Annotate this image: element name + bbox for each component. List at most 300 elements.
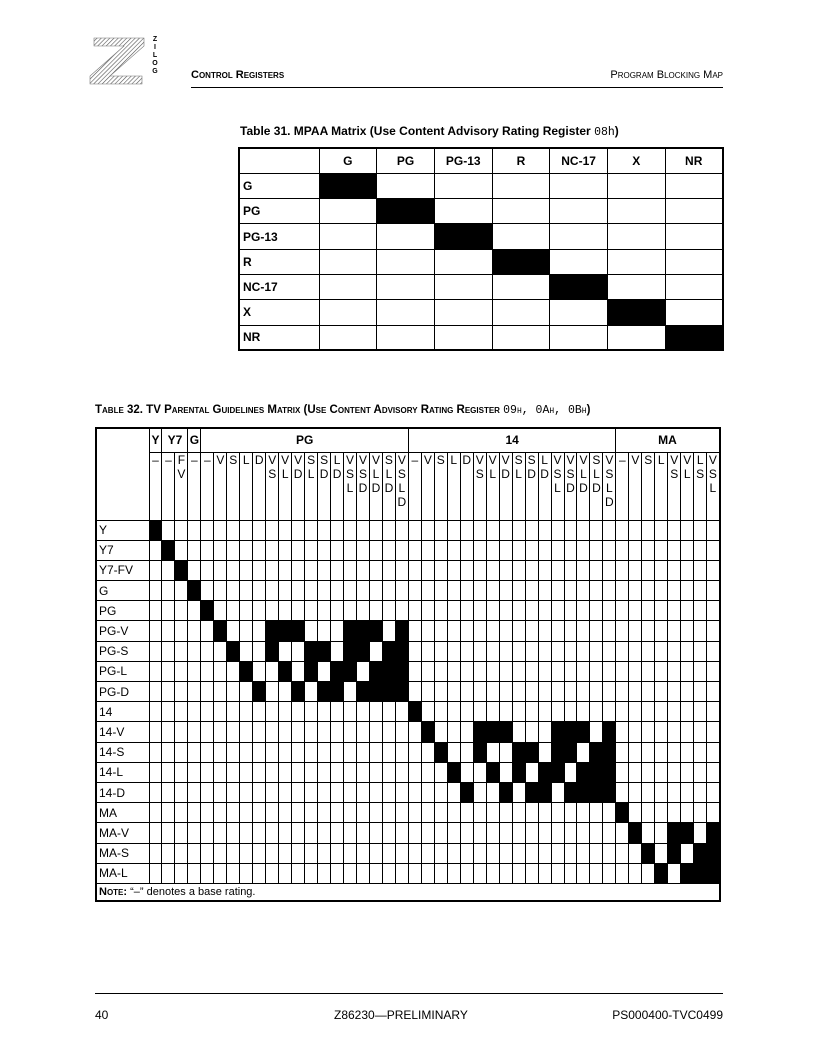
table32-group-header: G	[188, 428, 201, 452]
matrix-cell	[590, 843, 603, 863]
matrix-cell	[473, 702, 486, 722]
matrix-cell	[616, 722, 629, 742]
matrix-cell	[512, 823, 525, 843]
matrix-cell	[318, 782, 331, 802]
blocked-cell	[665, 325, 723, 350]
matrix-cell	[447, 540, 460, 560]
matrix-cell	[616, 581, 629, 601]
matrix-cell	[642, 782, 655, 802]
matrix-cell	[421, 540, 434, 560]
matrix-cell	[577, 661, 590, 681]
matrix-cell	[668, 560, 681, 580]
matrix-cell	[214, 702, 227, 722]
footer-rule	[95, 993, 723, 994]
blocked-cell	[369, 682, 382, 702]
matrix-cell	[175, 641, 188, 661]
matrix-cell	[681, 621, 694, 641]
matrix-cell	[434, 325, 492, 350]
matrix-cell	[369, 762, 382, 782]
matrix-cell	[214, 863, 227, 883]
matrix-cell	[149, 722, 162, 742]
table32-subheader: –	[149, 452, 162, 520]
matrix-cell	[377, 249, 435, 274]
matrix-cell	[486, 803, 499, 823]
matrix-cell	[408, 661, 421, 681]
matrix-cell	[318, 540, 331, 560]
blocked-cell	[344, 621, 357, 641]
matrix-cell	[473, 560, 486, 580]
blocked-cell	[331, 682, 344, 702]
matrix-cell	[369, 560, 382, 580]
matrix-cell	[460, 742, 473, 762]
table32-group-header: PG	[201, 428, 409, 452]
matrix-cell	[279, 742, 292, 762]
matrix-cell	[201, 722, 214, 742]
matrix-cell	[240, 540, 253, 560]
matrix-cell	[681, 661, 694, 681]
matrix-cell	[408, 601, 421, 621]
matrix-cell	[175, 803, 188, 823]
matrix-cell	[577, 560, 590, 580]
matrix-cell	[227, 540, 240, 560]
matrix-cell	[253, 863, 266, 883]
matrix-cell	[538, 601, 551, 621]
matrix-cell	[240, 560, 253, 580]
blocked-cell	[395, 621, 408, 641]
matrix-cell	[434, 274, 492, 299]
table32-row	[96, 641, 720, 661]
matrix-cell	[665, 274, 723, 299]
table32-subheader: V S L	[707, 452, 720, 520]
matrix-cell	[240, 803, 253, 823]
matrix-cell	[357, 560, 370, 580]
matrix-cell	[492, 173, 550, 198]
matrix-cell	[447, 742, 460, 762]
matrix-cell	[395, 581, 408, 601]
matrix-cell	[434, 863, 447, 883]
matrix-cell	[369, 823, 382, 843]
matrix-cell	[162, 581, 175, 601]
matrix-cell	[162, 722, 175, 742]
matrix-cell	[227, 661, 240, 681]
matrix-cell	[460, 682, 473, 702]
blocked-cell	[499, 782, 512, 802]
blocked-cell	[707, 863, 720, 883]
matrix-cell	[434, 560, 447, 580]
matrix-cell	[564, 661, 577, 681]
matrix-cell	[681, 702, 694, 722]
blocked-cell	[564, 722, 577, 742]
matrix-cell	[564, 581, 577, 601]
matrix-cell	[175, 621, 188, 641]
blocked-cell	[694, 843, 707, 863]
matrix-cell	[214, 843, 227, 863]
matrix-cell	[694, 520, 707, 540]
matrix-cell	[344, 722, 357, 742]
table32-subheader: S L	[512, 452, 525, 520]
matrix-cell	[175, 601, 188, 621]
matrix-cell	[227, 863, 240, 883]
matrix-cell	[499, 823, 512, 843]
matrix-cell	[214, 823, 227, 843]
matrix-cell	[512, 581, 525, 601]
matrix-cell	[319, 325, 377, 350]
matrix-cell	[460, 661, 473, 681]
matrix-cell	[473, 601, 486, 621]
matrix-cell	[292, 823, 305, 843]
matrix-cell	[382, 762, 395, 782]
matrix-cell	[421, 601, 434, 621]
matrix-cell	[512, 803, 525, 823]
matrix-cell	[473, 843, 486, 863]
table31-row-header: NR	[239, 325, 319, 350]
matrix-cell	[319, 199, 377, 224]
matrix-cell	[551, 702, 564, 722]
matrix-cell	[590, 621, 603, 641]
blocked-cell	[525, 742, 538, 762]
matrix-cell	[175, 540, 188, 560]
matrix-cell	[538, 803, 551, 823]
matrix-cell	[551, 682, 564, 702]
blocked-cell	[492, 249, 550, 274]
matrix-cell	[188, 520, 201, 540]
matrix-cell	[292, 742, 305, 762]
matrix-cell	[551, 581, 564, 601]
matrix-cell	[344, 560, 357, 580]
matrix-cell	[486, 702, 499, 722]
matrix-cell	[149, 581, 162, 601]
matrix-cell	[486, 782, 499, 802]
table32-subheader: V S L	[344, 452, 357, 520]
matrix-cell	[486, 560, 499, 580]
matrix-cell	[279, 520, 292, 540]
matrix-cell	[473, 540, 486, 560]
matrix-cell	[551, 843, 564, 863]
matrix-cell	[492, 224, 550, 249]
table32-subheader: V S L	[551, 452, 564, 520]
table31-row-header: X	[239, 300, 319, 325]
matrix-cell	[499, 762, 512, 782]
matrix-cell	[395, 560, 408, 580]
matrix-cell	[318, 560, 331, 580]
matrix-cell	[447, 621, 460, 641]
matrix-cell	[551, 540, 564, 560]
matrix-cell	[318, 742, 331, 762]
table32-row	[96, 520, 720, 540]
matrix-cell	[188, 540, 201, 560]
matrix-cell	[305, 601, 318, 621]
matrix-cell	[512, 621, 525, 641]
table32-subheader: D	[460, 452, 473, 520]
matrix-cell	[538, 520, 551, 540]
matrix-cell	[551, 661, 564, 681]
table32-row	[96, 722, 720, 742]
matrix-cell	[512, 641, 525, 661]
matrix-cell	[707, 782, 720, 802]
matrix-cell	[188, 803, 201, 823]
matrix-cell	[344, 803, 357, 823]
matrix-cell	[707, 540, 720, 560]
matrix-cell	[214, 742, 227, 762]
matrix-cell	[460, 601, 473, 621]
matrix-cell	[616, 621, 629, 641]
matrix-cell	[577, 863, 590, 883]
matrix-cell	[227, 803, 240, 823]
matrix-cell	[408, 823, 421, 843]
matrix-cell	[214, 762, 227, 782]
matrix-cell	[408, 520, 421, 540]
matrix-cell	[525, 762, 538, 782]
matrix-cell	[577, 682, 590, 702]
table32-subheader: V L	[279, 452, 292, 520]
matrix-cell	[175, 782, 188, 802]
matrix-cell	[266, 782, 279, 802]
matrix-cell	[201, 803, 214, 823]
matrix-cell	[550, 325, 608, 350]
matrix-cell	[305, 682, 318, 702]
matrix-cell	[318, 762, 331, 782]
blocked-cell	[319, 173, 377, 198]
matrix-cell	[377, 224, 435, 249]
matrix-cell	[421, 682, 434, 702]
matrix-cell	[201, 621, 214, 641]
matrix-cell	[538, 540, 551, 560]
table32-row	[96, 742, 720, 762]
matrix-cell	[279, 641, 292, 661]
matrix-cell	[305, 560, 318, 580]
matrix-cell	[292, 581, 305, 601]
table32-subheader: –	[408, 452, 421, 520]
matrix-cell	[382, 742, 395, 762]
matrix-cell	[642, 581, 655, 601]
matrix-cell	[668, 863, 681, 883]
matrix-cell	[162, 803, 175, 823]
matrix-cell	[486, 682, 499, 702]
blocked-cell	[603, 762, 616, 782]
matrix-cell	[525, 621, 538, 641]
matrix-cell	[240, 641, 253, 661]
matrix-cell	[550, 224, 608, 249]
matrix-cell	[319, 274, 377, 299]
matrix-cell	[149, 823, 162, 843]
matrix-cell	[694, 742, 707, 762]
blocked-cell	[318, 641, 331, 661]
table31-row-header: R	[239, 249, 319, 274]
matrix-cell	[240, 843, 253, 863]
blocked-cell	[681, 863, 694, 883]
matrix-cell	[681, 540, 694, 560]
matrix-cell	[707, 702, 720, 722]
matrix-cell	[564, 682, 577, 702]
blocked-cell	[292, 682, 305, 702]
blocked-cell	[175, 560, 188, 580]
footer-doc-title: Z86230—PRELIMINARY	[334, 1008, 468, 1022]
matrix-cell	[577, 823, 590, 843]
matrix-cell	[253, 843, 266, 863]
matrix-cell	[616, 742, 629, 762]
blocked-cell	[434, 742, 447, 762]
matrix-cell	[214, 641, 227, 661]
matrix-cell	[603, 863, 616, 883]
matrix-cell	[499, 520, 512, 540]
matrix-cell	[486, 621, 499, 641]
matrix-cell	[707, 621, 720, 641]
matrix-cell	[538, 843, 551, 863]
matrix-cell	[681, 581, 694, 601]
matrix-cell	[175, 661, 188, 681]
matrix-cell	[149, 601, 162, 621]
table32-row	[96, 540, 720, 560]
table32-subheader: S	[434, 452, 447, 520]
matrix-cell	[577, 581, 590, 601]
matrix-cell	[408, 742, 421, 762]
matrix-cell	[357, 823, 370, 843]
table32-row	[96, 581, 720, 601]
blocked-cell	[473, 742, 486, 762]
matrix-cell	[707, 762, 720, 782]
table32-row-header: Y	[96, 520, 149, 540]
matrix-cell	[227, 520, 240, 540]
matrix-cell	[434, 601, 447, 621]
blocked-cell	[538, 782, 551, 802]
matrix-cell	[434, 762, 447, 782]
matrix-cell	[460, 520, 473, 540]
matrix-cell	[162, 863, 175, 883]
table32-row-header: MA-V	[96, 823, 149, 843]
matrix-cell	[162, 682, 175, 702]
matrix-cell	[642, 742, 655, 762]
matrix-cell	[266, 823, 279, 843]
matrix-cell	[551, 823, 564, 843]
table32-subheader: S	[227, 452, 240, 520]
matrix-cell	[331, 823, 344, 843]
matrix-cell	[525, 661, 538, 681]
matrix-cell	[655, 520, 668, 540]
matrix-cell	[460, 560, 473, 580]
matrix-cell	[603, 702, 616, 722]
blocked-cell	[253, 682, 266, 702]
matrix-cell	[629, 560, 642, 580]
matrix-cell	[175, 722, 188, 742]
matrix-cell	[590, 803, 603, 823]
table32-row-header: 14-V	[96, 722, 149, 742]
matrix-cell	[577, 742, 590, 762]
matrix-cell	[473, 762, 486, 782]
matrix-cell	[499, 641, 512, 661]
header-section-title: Control Registers	[191, 69, 285, 81]
matrix-cell	[344, 702, 357, 722]
matrix-cell	[655, 742, 668, 762]
matrix-cell	[460, 863, 473, 883]
matrix-cell	[603, 621, 616, 641]
matrix-cell	[292, 601, 305, 621]
matrix-cell	[707, 742, 720, 762]
matrix-cell	[707, 682, 720, 702]
table32-row	[96, 682, 720, 702]
matrix-cell	[694, 601, 707, 621]
matrix-cell	[434, 661, 447, 681]
table32-row	[96, 782, 720, 802]
matrix-cell	[357, 581, 370, 601]
table31-row	[239, 274, 723, 299]
blocked-cell	[331, 661, 344, 681]
matrix-cell	[214, 540, 227, 560]
matrix-cell	[447, 601, 460, 621]
matrix-cell	[188, 823, 201, 843]
matrix-cell	[331, 601, 344, 621]
matrix-cell	[253, 661, 266, 681]
matrix-cell	[447, 520, 460, 540]
matrix-cell	[344, 782, 357, 802]
blocked-cell	[382, 682, 395, 702]
matrix-cell	[447, 641, 460, 661]
page-number: 40	[95, 1008, 109, 1022]
matrix-cell	[279, 722, 292, 742]
matrix-cell	[447, 702, 460, 722]
matrix-cell	[188, 762, 201, 782]
matrix-cell	[590, 581, 603, 601]
matrix-cell	[655, 682, 668, 702]
matrix-cell	[395, 722, 408, 742]
matrix-cell	[305, 782, 318, 802]
matrix-cell	[175, 520, 188, 540]
matrix-cell	[486, 823, 499, 843]
matrix-cell	[240, 702, 253, 722]
matrix-cell	[473, 581, 486, 601]
matrix-cell	[188, 863, 201, 883]
matrix-cell	[305, 843, 318, 863]
matrix-cell	[214, 581, 227, 601]
matrix-cell	[331, 722, 344, 742]
table32-subheader: V S L D	[603, 452, 616, 520]
matrix-cell	[538, 722, 551, 742]
matrix-cell	[668, 661, 681, 681]
matrix-cell	[344, 581, 357, 601]
matrix-cell	[512, 560, 525, 580]
blocked-cell	[279, 621, 292, 641]
matrix-cell	[460, 540, 473, 560]
table32-subheader: V S D	[564, 452, 577, 520]
matrix-cell	[175, 702, 188, 722]
matrix-cell	[377, 173, 435, 198]
matrix-cell	[460, 702, 473, 722]
blocked-cell	[668, 843, 681, 863]
matrix-cell	[201, 641, 214, 661]
matrix-cell	[266, 661, 279, 681]
matrix-cell	[590, 540, 603, 560]
matrix-cell	[473, 661, 486, 681]
blocked-cell	[395, 661, 408, 681]
blocked-cell	[694, 863, 707, 883]
matrix-cell	[538, 702, 551, 722]
matrix-cell	[486, 863, 499, 883]
matrix-cell	[331, 540, 344, 560]
matrix-cell	[188, 601, 201, 621]
matrix-cell	[214, 782, 227, 802]
logo-wordmark: Z I L O G	[152, 36, 158, 75]
matrix-cell	[240, 722, 253, 742]
matrix-cell	[668, 581, 681, 601]
note-text: “–” denotes a base rating.	[130, 886, 256, 899]
table32-row	[96, 863, 720, 883]
matrix-cell	[642, 823, 655, 843]
matrix-cell	[201, 540, 214, 560]
matrix-cell	[525, 601, 538, 621]
blocked-cell	[707, 823, 720, 843]
matrix-cell	[550, 199, 608, 224]
matrix-cell	[629, 520, 642, 540]
matrix-cell	[564, 843, 577, 863]
